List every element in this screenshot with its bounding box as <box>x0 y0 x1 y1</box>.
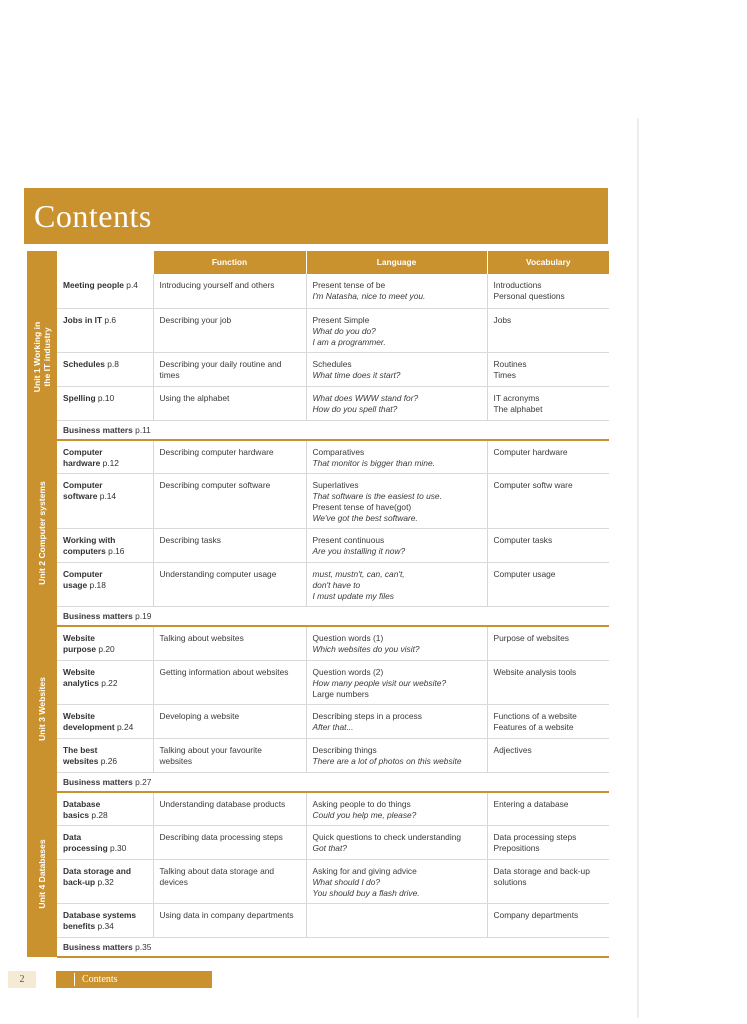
vocabulary-cell <box>487 352 609 386</box>
header-function: Function <box>153 251 306 274</box>
language-text: Could you help me, please? <box>312 809 417 820</box>
lesson-name: Working with <box>63 535 116 545</box>
header-vocabulary: Vocabulary <box>487 251 609 274</box>
header-language: Language <box>306 251 487 274</box>
unit-label-line: Unit 3 Websites <box>37 676 47 741</box>
language-text: must, mustn't, can, can't, <box>312 569 405 579</box>
table-row <box>27 904 609 938</box>
language-text: Which websites do you visit? <box>312 644 420 654</box>
function-text: Describing data processing steps <box>159 832 283 842</box>
language-text: Superlatives <box>312 480 359 490</box>
unit-label-line: Unit 4 Databases <box>37 839 47 909</box>
lesson-name: usage <box>63 580 88 590</box>
language-cell <box>306 660 487 704</box>
language-cell <box>306 792 487 826</box>
unit-label <box>37 481 47 585</box>
language-text: After that... <box>312 721 354 732</box>
lesson-page-ref: p.30 <box>110 843 127 853</box>
table-row <box>27 563 609 607</box>
unit-label-line: Unit 2 Computer systems <box>37 480 47 585</box>
lesson-name-cell <box>57 704 153 738</box>
language-text: What should I do? <box>312 877 381 887</box>
language-cell <box>306 474 487 529</box>
language-cell <box>306 440 487 474</box>
function-cell <box>153 352 306 386</box>
lesson-name-cell <box>57 904 153 938</box>
unit-label-line: Unit 1 Working in <box>32 321 42 392</box>
lesson-name: analytics <box>63 677 99 688</box>
vocabulary-text: The alphabet <box>493 403 543 414</box>
business-matters-cell <box>57 772 609 792</box>
language-text: There are a lot of photos on this website <box>312 755 462 766</box>
header-unit-spacer <box>27 251 57 274</box>
vocabulary-cell <box>487 660 609 704</box>
unit-label-cell <box>27 274 57 440</box>
function-text: Describing your job <box>159 314 232 325</box>
vocabulary-text: Computer softw ware <box>493 480 573 490</box>
lesson-name: software <box>63 491 98 501</box>
footer-band <box>56 971 212 988</box>
table-row <box>27 738 609 772</box>
function-text: Understanding database products <box>159 798 286 809</box>
lesson-page-ref: p.26 <box>100 755 118 766</box>
lesson-name: Schedules <box>63 358 105 369</box>
function-text: Using data in company departments <box>159 910 294 920</box>
language-text: Question words (1) <box>312 633 384 643</box>
lesson-name: Computer <box>63 569 103 579</box>
vocabulary-text: Purpose of websites <box>493 633 569 643</box>
function-text: Talking about websites <box>159 633 244 643</box>
lesson-page-ref: p.18 <box>89 580 106 590</box>
language-cell <box>306 904 487 938</box>
business-matters-row <box>27 607 609 627</box>
lesson-name: Database <box>63 798 101 809</box>
language-cell <box>306 738 487 772</box>
language-text: What do you do? <box>312 325 376 336</box>
language-text: Describing steps in a process <box>312 710 422 721</box>
function-text: Understanding computer usage <box>159 569 277 579</box>
language-text: Asking people to do things <box>312 798 411 809</box>
function-text: devices <box>159 877 188 887</box>
language-text: I'm Natasha, nice to meet you. <box>312 291 426 301</box>
vocabulary-cell <box>487 704 609 738</box>
language-cell <box>306 386 487 420</box>
function-text: Using the alphabet <box>159 392 230 403</box>
lesson-name: Data storage and <box>63 866 131 876</box>
table-row <box>27 626 609 660</box>
language-text: I must update my files <box>312 591 394 601</box>
language-text: Present continuous <box>312 535 385 545</box>
vocabulary-text: Times <box>493 369 516 380</box>
table-row <box>27 660 609 704</box>
lesson-name-cell <box>57 529 153 563</box>
lesson-name-cell <box>57 563 153 607</box>
contents-table-body <box>27 274 609 957</box>
lesson-name-cell <box>57 386 153 420</box>
footer-label: Contents <box>82 974 118 985</box>
lesson-name-cell <box>57 274 153 308</box>
footer-tick <box>74 973 75 986</box>
table-row <box>27 826 609 860</box>
vocabulary-cell <box>487 386 609 420</box>
table-row <box>27 529 609 563</box>
function-text: times <box>159 369 180 380</box>
page-number: 2 <box>8 971 36 988</box>
lesson-page-ref: p.6 <box>104 314 117 325</box>
language-text: Present tense of be <box>312 280 386 290</box>
function-text: Describing computer software <box>159 480 271 490</box>
unit-label <box>37 840 47 909</box>
lesson-name-cell <box>57 792 153 826</box>
lesson-name: The best <box>63 744 98 755</box>
lesson-name: Website <box>63 633 95 643</box>
lesson-page-ref: p.24 <box>117 721 134 732</box>
header-lesson-spacer <box>57 251 153 274</box>
function-cell <box>153 704 306 738</box>
vocabulary-cell <box>487 308 609 352</box>
vocabulary-text: Introductions <box>493 280 542 290</box>
language-cell <box>306 704 487 738</box>
language-text: Present Simple <box>312 314 370 325</box>
lesson-name: purpose <box>63 644 97 654</box>
language-cell <box>306 626 487 660</box>
vocabulary-text: IT acronyms <box>493 392 540 403</box>
business-matters-page: p.11 <box>135 424 151 435</box>
business-matters-label: Business matters <box>63 942 133 952</box>
vocabulary-text: Computer tasks <box>493 535 553 545</box>
function-cell <box>153 660 306 704</box>
table-row <box>27 274 609 308</box>
lesson-page-ref: p.8 <box>107 358 119 369</box>
vocabulary-text: Data processing steps <box>493 832 577 842</box>
vocabulary-text: Features of a website <box>493 721 574 732</box>
business-matters-page: p.19 <box>135 611 152 621</box>
table-row <box>27 308 609 352</box>
language-text: That monitor is bigger than mine. <box>312 457 435 468</box>
language-text: don't have to <box>312 580 361 590</box>
lesson-page-ref: p.12 <box>102 457 119 468</box>
function-cell <box>153 563 306 607</box>
lesson-name: Website <box>63 666 95 677</box>
lesson-page-ref: p.22 <box>101 677 118 688</box>
language-text: How do you spell that? <box>312 403 398 414</box>
lesson-name: processing <box>63 843 108 853</box>
language-text: You should buy a flash drive. <box>312 888 420 898</box>
lesson-page-ref: p.14 <box>99 491 117 501</box>
vocabulary-cell <box>487 474 609 529</box>
language-cell <box>306 826 487 860</box>
language-text: Comparatives <box>312 446 365 457</box>
function-cell <box>153 440 306 474</box>
lesson-page-ref: p.16 <box>108 546 125 556</box>
table-header-row <box>27 251 609 274</box>
lesson-name: Computer <box>63 480 103 490</box>
vocabulary-cell <box>487 860 609 904</box>
lesson-name: Data <box>63 832 82 842</box>
function-cell <box>153 386 306 420</box>
table-row <box>27 386 609 420</box>
lesson-name: development <box>63 721 115 732</box>
vocabulary-text: solutions <box>493 877 527 887</box>
business-matters-label: Business matters <box>63 424 133 435</box>
function-cell <box>153 474 306 529</box>
page-title: Contents <box>34 198 152 234</box>
language-cell <box>306 274 487 308</box>
language-text: How many people visit our website? <box>312 677 447 688</box>
vocabulary-text: Entering a database <box>493 798 569 809</box>
business-matters-label: Business matters <box>63 776 133 787</box>
function-cell <box>153 792 306 826</box>
lesson-name: websites <box>63 755 99 766</box>
function-text: websites <box>159 755 193 766</box>
unit-label-cell <box>27 792 57 958</box>
function-text: Getting information about websites <box>159 666 289 677</box>
lesson-page-ref: p.20 <box>98 644 115 654</box>
lesson-name: Website <box>63 710 95 721</box>
language-cell <box>306 308 487 352</box>
business-matters-row <box>27 938 609 958</box>
language-cell <box>306 563 487 607</box>
table-row <box>27 860 609 904</box>
business-matters-cell <box>57 607 609 627</box>
language-text: Got that? <box>312 843 347 853</box>
unit-label-line: the IT industry <box>42 327 52 387</box>
lesson-page-ref: p.28 <box>91 809 108 820</box>
function-text: Developing a website <box>159 710 240 721</box>
table-row <box>27 352 609 386</box>
vocabulary-cell <box>487 826 609 860</box>
function-text: Introducing yourself and others <box>159 280 275 290</box>
vocabulary-text: Company departments <box>493 910 579 920</box>
function-cell <box>153 308 306 352</box>
vocabulary-text: Adjectives <box>493 744 532 755</box>
lesson-name: Computer <box>63 446 103 457</box>
lesson-name-cell <box>57 626 153 660</box>
lesson-name-cell <box>57 440 153 474</box>
vocabulary-text: Jobs <box>493 314 512 325</box>
lesson-name-cell <box>57 738 153 772</box>
function-text: Describing computer hardware <box>159 446 274 457</box>
lesson-name-cell <box>57 308 153 352</box>
function-cell <box>153 738 306 772</box>
lesson-name-cell <box>57 660 153 704</box>
business-matters-row <box>27 772 609 792</box>
vocabulary-text: Computer hardware <box>493 446 568 457</box>
language-text: Schedules <box>312 358 352 369</box>
vocabulary-cell <box>487 563 609 607</box>
table-row <box>27 792 609 826</box>
unit-label <box>37 677 47 741</box>
language-text: I am a programmer. <box>312 336 386 347</box>
function-cell <box>153 274 306 308</box>
language-text: What time does it start? <box>312 369 401 380</box>
language-cell <box>306 352 487 386</box>
language-text: Are you installing it now? <box>312 546 406 556</box>
language-text: Question words (2) <box>312 666 384 677</box>
vocabulary-text: Personal questions <box>493 291 565 301</box>
table-row <box>27 704 609 738</box>
function-text: Describing tasks <box>159 535 221 545</box>
vocabulary-cell <box>487 626 609 660</box>
function-cell <box>153 529 306 563</box>
lesson-page-ref: p.4 <box>126 280 138 290</box>
language-text: What does WWW stand for? <box>312 392 419 403</box>
lesson-page-ref: p.32 <box>97 877 114 887</box>
vocabulary-cell <box>487 904 609 938</box>
vocabulary-text: Prepositions <box>493 843 540 853</box>
table-row <box>27 474 609 529</box>
language-cell <box>306 529 487 563</box>
business-matters-row <box>27 420 609 440</box>
vocabulary-text: Routines <box>493 358 527 369</box>
lesson-name-cell <box>57 474 153 529</box>
lesson-name: benefits <box>63 921 96 931</box>
business-matters-page: p.35 <box>135 942 152 952</box>
contents-table <box>27 251 609 958</box>
language-text: We've got the best software. <box>312 513 418 523</box>
function-cell <box>153 626 306 660</box>
lesson-name: Meeting people <box>63 280 124 290</box>
contents-banner <box>24 188 608 244</box>
unit-label-cell <box>27 626 57 792</box>
function-text: Talking about your favourite <box>159 744 262 755</box>
language-text: Describing things <box>312 744 377 755</box>
unit-label <box>32 322 52 393</box>
vocabulary-cell <box>487 792 609 826</box>
vocabulary-text: Functions of a website <box>493 710 577 721</box>
function-text: Describing your daily routine and <box>159 358 282 369</box>
lesson-name: basics <box>63 809 90 820</box>
vocabulary-text: Website analysis tools <box>493 666 577 677</box>
vocabulary-cell <box>487 274 609 308</box>
language-text: Quick questions to check understanding <box>312 832 462 842</box>
language-text: Present tense of have(got) <box>312 502 412 512</box>
lesson-page-ref: p.10 <box>97 392 115 403</box>
lesson-name: computers <box>63 546 106 556</box>
business-matters-label: Business matters <box>63 611 133 621</box>
language-text: That software is the easiest to use. <box>312 491 442 501</box>
page-edge-shadow <box>637 118 639 1018</box>
unit-label-cell <box>27 440 57 627</box>
language-text: Large numbers <box>312 688 369 699</box>
lesson-name: hardware <box>63 457 101 468</box>
lesson-name-cell <box>57 352 153 386</box>
language-cell <box>306 860 487 904</box>
function-text: Talking about data storage and <box>159 866 275 876</box>
table-row <box>27 440 609 474</box>
lesson-name: Spelling <box>63 392 96 403</box>
lesson-name: Jobs in IT <box>63 314 103 325</box>
lesson-name: Database systems <box>63 910 137 920</box>
function-cell <box>153 826 306 860</box>
lesson-name: back-up <box>63 877 96 887</box>
function-cell <box>153 860 306 904</box>
vocabulary-text: Computer usage <box>493 569 556 579</box>
function-cell <box>153 904 306 938</box>
business-matters-page: p.27 <box>135 776 152 787</box>
vocabulary-cell <box>487 738 609 772</box>
business-matters-cell <box>57 420 609 440</box>
vocabulary-cell <box>487 529 609 563</box>
language-text: Asking for and giving advice <box>312 866 417 876</box>
vocabulary-text: Data storage and back-up <box>493 866 590 876</box>
lesson-name-cell <box>57 860 153 904</box>
lesson-name-cell <box>57 826 153 860</box>
lesson-page-ref: p.34 <box>97 921 114 931</box>
business-matters-cell <box>57 938 609 958</box>
vocabulary-cell <box>487 440 609 474</box>
